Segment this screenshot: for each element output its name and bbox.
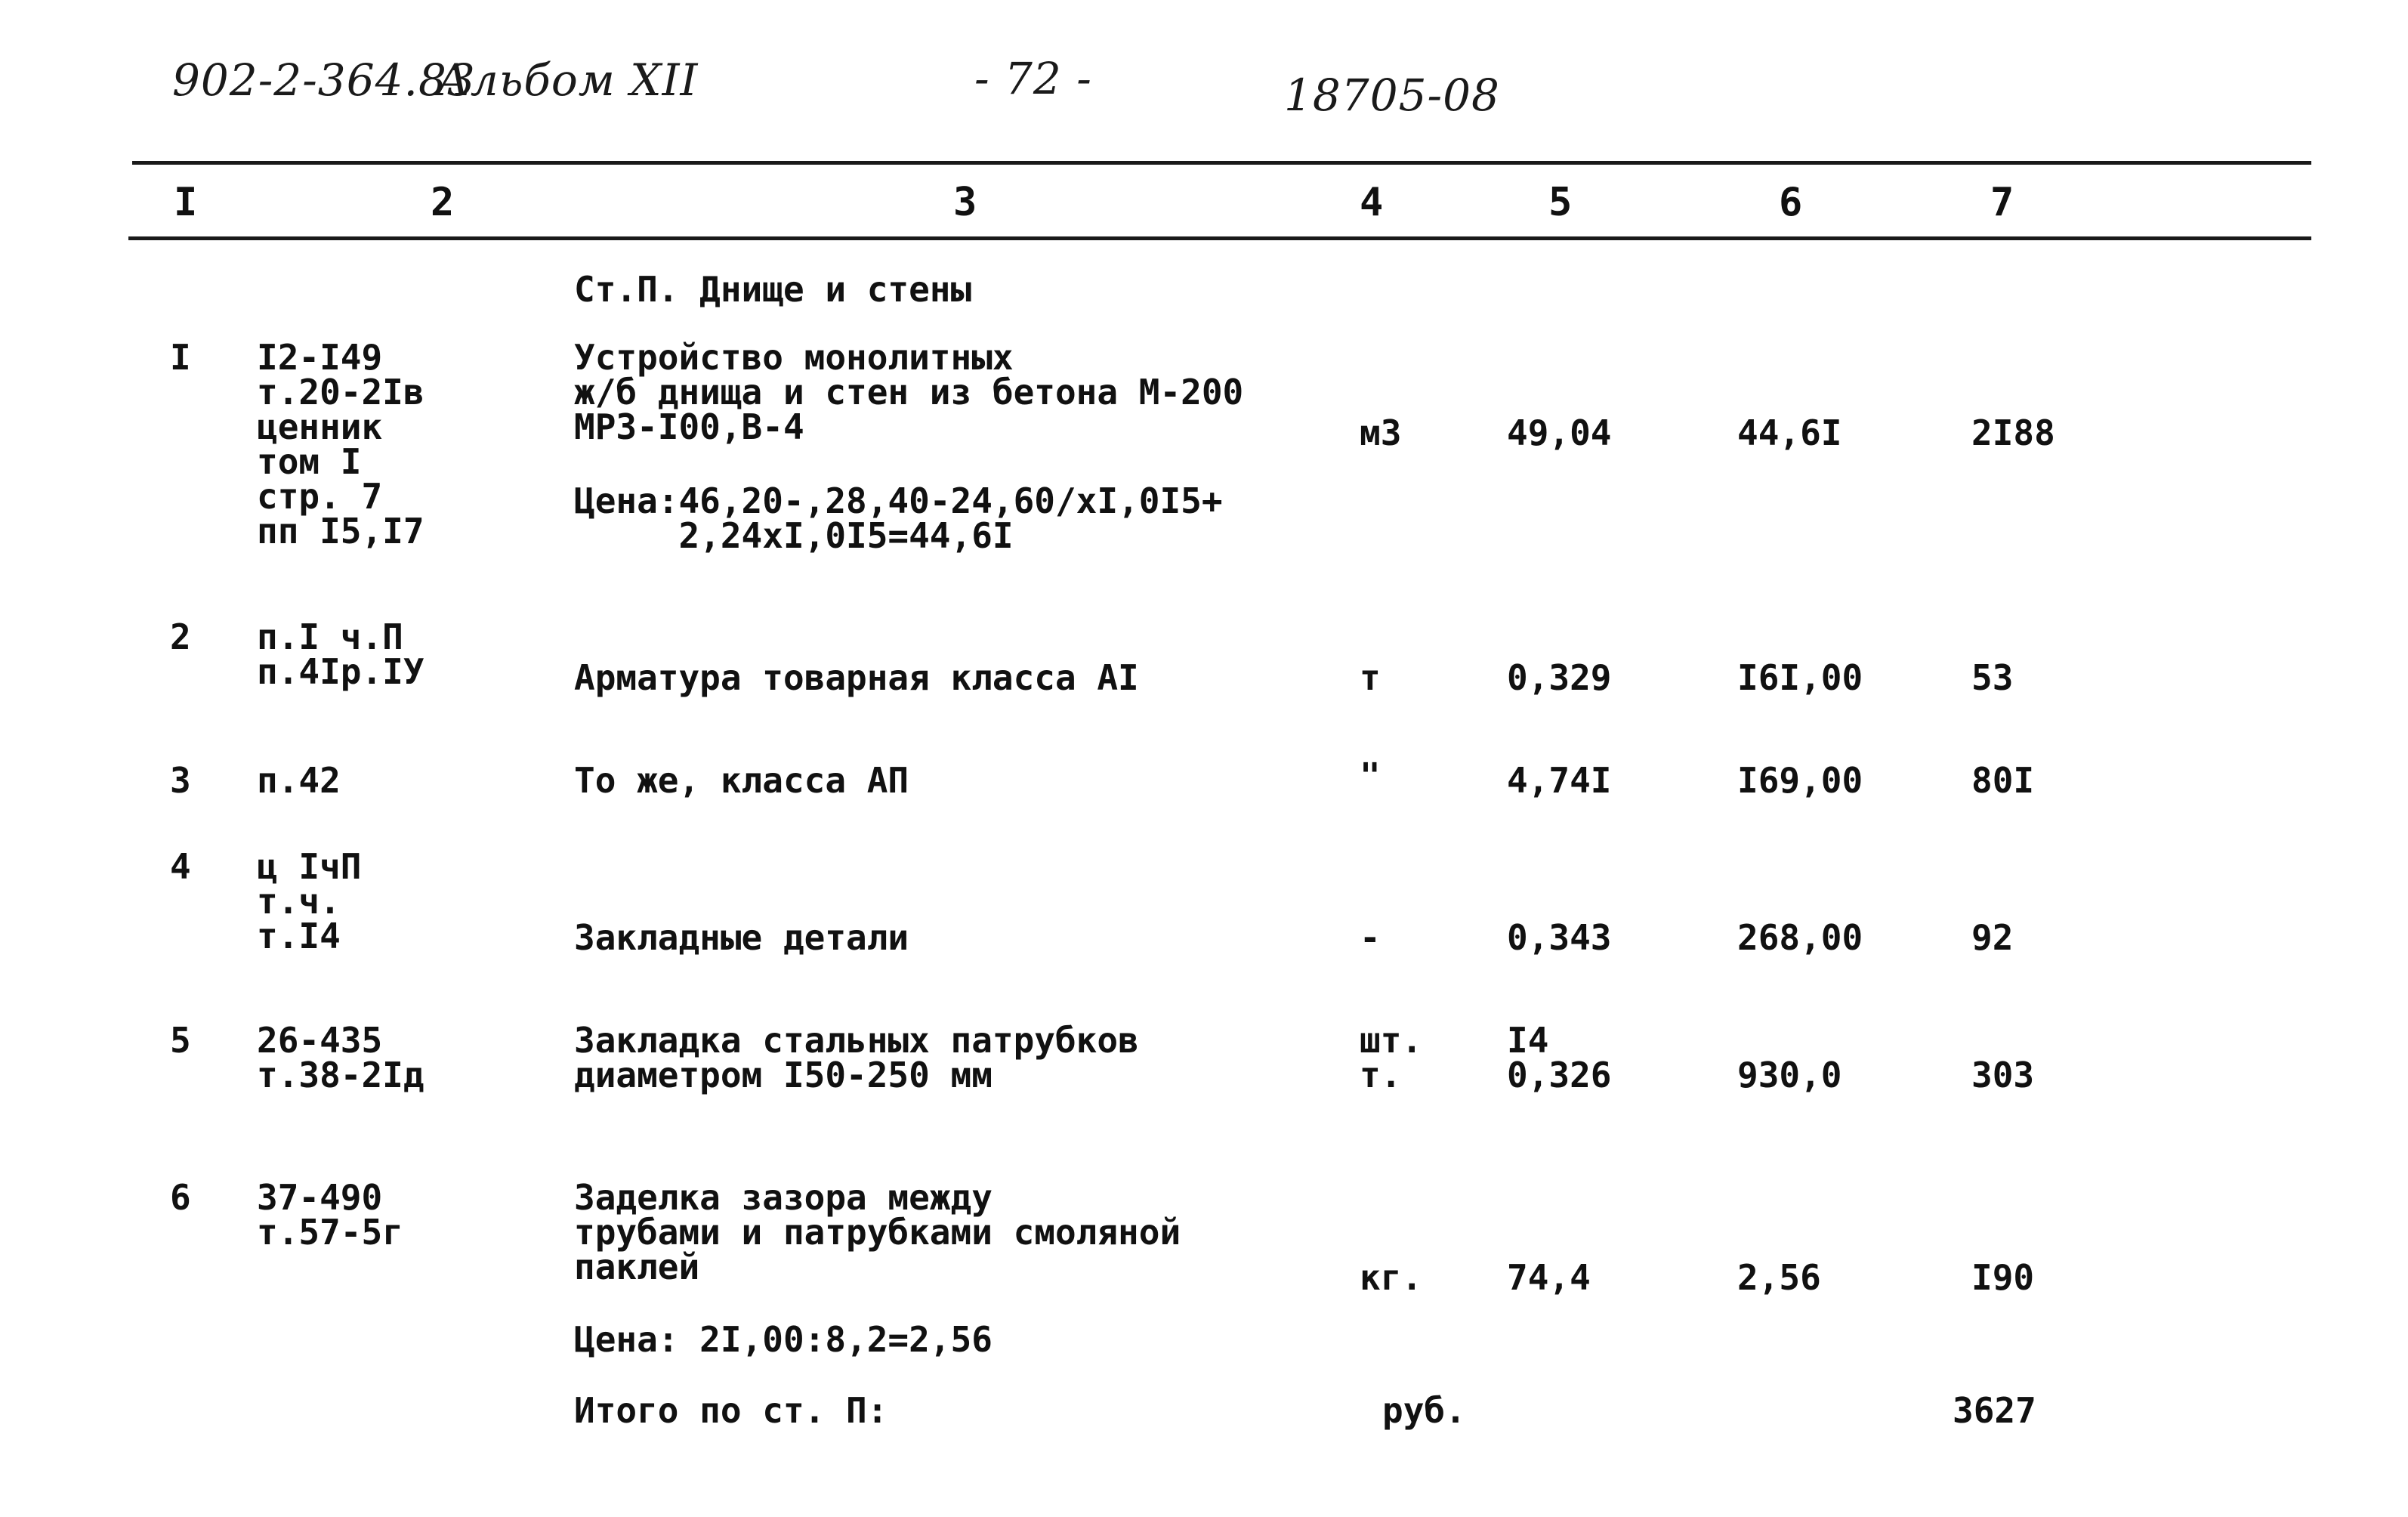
row-total: I90 [1971,1257,2035,1298]
summary-unit: руб. [1382,1390,1466,1431]
row-unit: - [1360,917,1381,958]
row-unit: т [1360,657,1381,698]
row-number: I [170,337,191,378]
row-number: 3 [170,760,191,801]
row-total: 2I88 [1971,412,2055,453]
row-code: 26-435 т.38-2Iд [257,1020,424,1095]
row-unit: " [1360,755,1381,796]
table-top-rule [132,161,2311,165]
column-header-2: 2 [431,180,455,225]
row-code: I2-I49 т.20-2Iв ценник том I стр. 7 пп I5,I7 [257,337,424,551]
column-header-7: 7 [1990,180,2014,225]
column-header-6: 6 [1779,180,1803,225]
inventory-number: 18705-08 [1284,70,1500,121]
summary-label: Итого по ст. П: [574,1390,888,1431]
row-description: Устройство монолитных ж/б днища и стен из бетона М-200 МРЗ-I00,В-4 [574,337,1244,447]
album-label: Альбом XII [437,54,699,106]
row-unit-price: 268,00 [1737,917,1863,958]
row-number: 4 [170,846,191,887]
row-price-note: Цена:46,20-,28,40-24,60/хI,0I5+ 2,24хI,0I5=44,6I [574,480,1223,556]
column-header-1: I [174,180,198,225]
row-code: 37-490 т.57-5г [257,1177,403,1253]
row-code: п.42 [257,760,341,801]
row-description: Арматура товарная класса АI [574,657,1139,698]
row-code: п.I ч.П п.4Iр.IУ [257,616,424,692]
row-number: 2 [170,616,191,657]
row-unit-price: 44,6I [1737,412,1842,453]
row-unit: м3 [1360,412,1402,453]
row-description: То же, класса АП [574,760,909,801]
row-unit-price: 2,56 [1737,1257,1821,1298]
page-number: - 72 - [974,53,1092,104]
row-quantity: 74,4 [1507,1257,1591,1298]
column-header-3: 3 [953,180,977,225]
row-unit-price: I69,00 [1737,760,1863,801]
row-description: Закладка стальных патрубков диаметром I50-250 мм [574,1020,1139,1095]
column-header-5: 5 [1548,180,1573,225]
row-unit-price: I6I,00 [1737,657,1863,698]
row-total: 92 [1971,917,2014,958]
row-number: 6 [170,1177,191,1218]
row-unit: шт. т. [1360,1020,1423,1095]
row-quantity: I4 0,326 [1507,1020,1612,1095]
section-title: Ст.П. Днище и стены [574,269,972,310]
row-unit: кг. [1360,1257,1423,1298]
row-number: 5 [170,1020,191,1061]
row-quantity: 0,343 [1507,917,1612,958]
row-quantity: 4,74I [1507,760,1612,801]
row-price-note: Цена: 2I,00:8,2=2,56 [574,1319,993,1360]
column-header-4: 4 [1360,180,1384,225]
row-total: 303 [1971,1055,2035,1095]
summary-total: 3627 [1953,1390,2036,1431]
row-quantity: 0,329 [1507,657,1612,698]
row-quantity: 49,04 [1507,412,1612,453]
document-code: 902-2-364.83 [172,54,476,106]
row-description: Закладные детали [574,917,909,958]
row-total: 80I [1971,760,2035,801]
table-header-rule [128,236,2311,240]
row-code: ц IчП т.ч. т.I4 [257,846,362,956]
row-unit-price: 930,0 [1737,1055,1842,1095]
row-description: Заделка зазора между трубами и патрубками смоляной паклей [574,1177,1181,1287]
row-total: 53 [1971,657,2014,698]
